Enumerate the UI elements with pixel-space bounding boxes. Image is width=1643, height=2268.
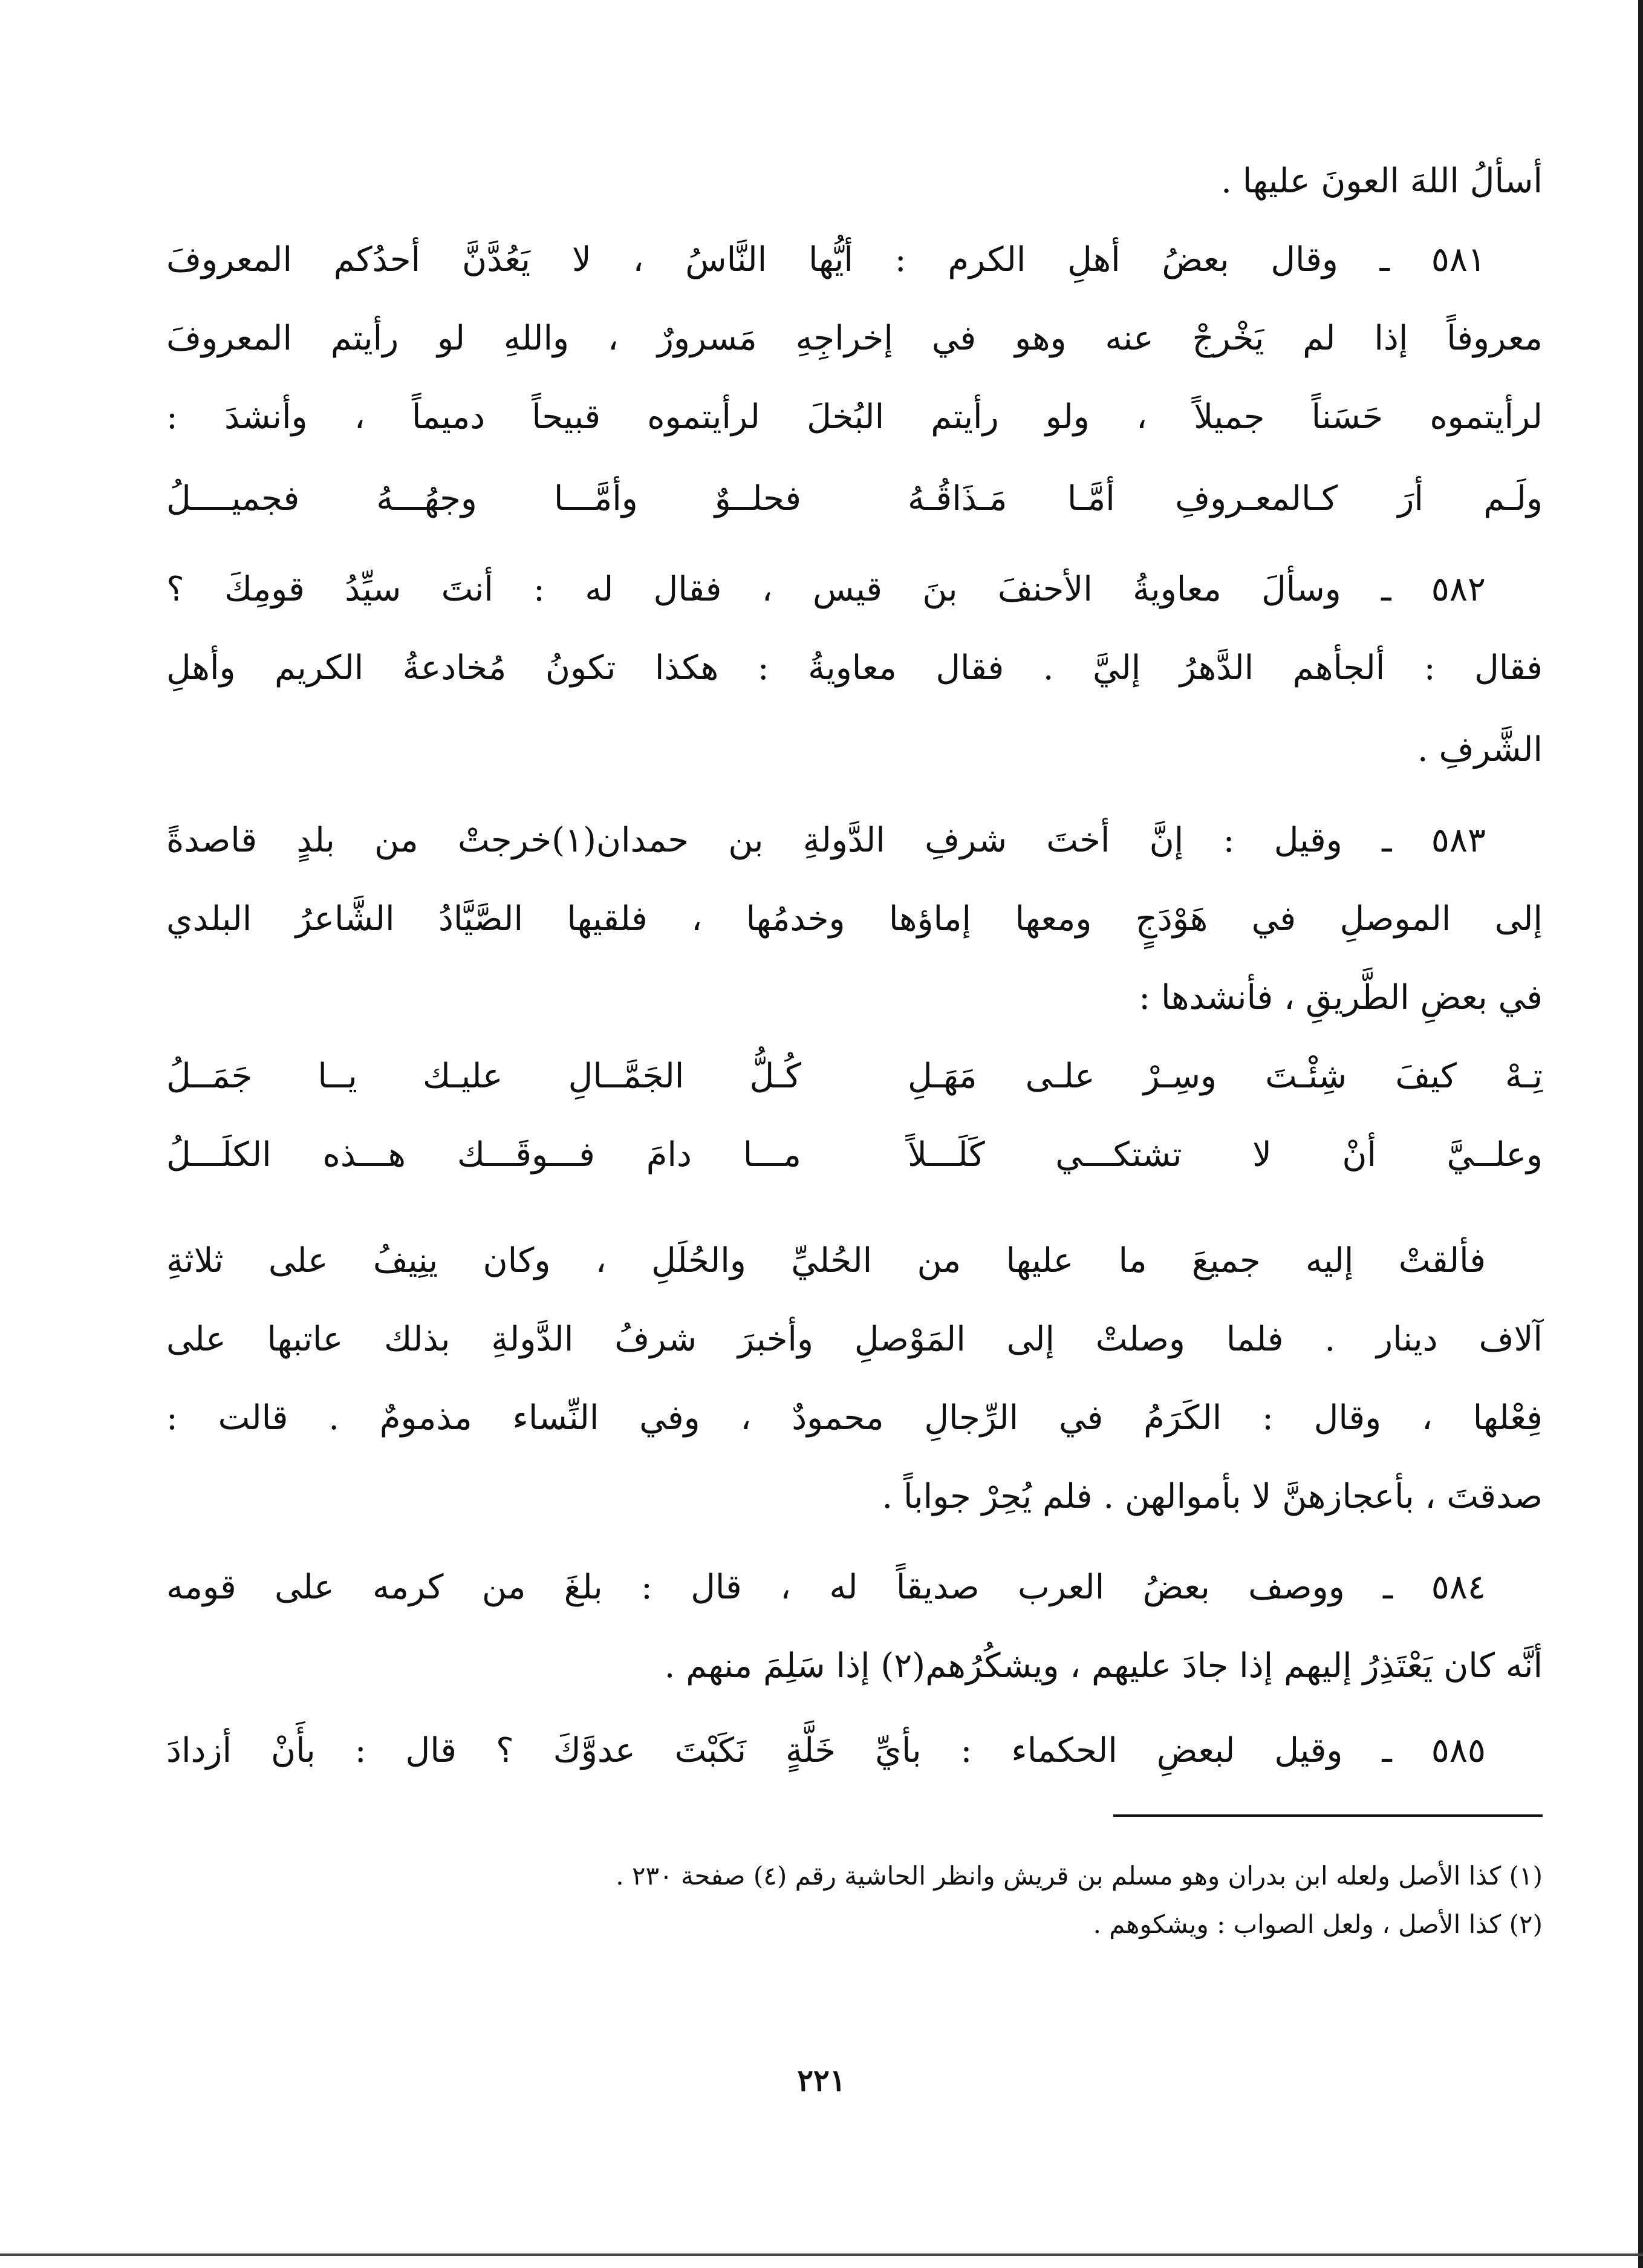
verse-first-hemistich: وعلــيَّ أنْ لا تشتكـــي كَلَـــلاً: [908, 1135, 1543, 1175]
text-line: فِعْلها ، وقال : الكَرَمُ في الرِّجالِ محمودٌ ، وفي النِّساء مذمومٌ . قالت :: [166, 1398, 1543, 1438]
verse-second-hemistich: مـــا دامَ فـــوقَـــك هـــذه الكلَـــلُ: [166, 1135, 801, 1175]
text-line: ٥٨٣ ـ وقيل : إنَّ أختَ شرفِ الدَّولةِ بن حمدان(١)خرجتْ من بلدٍ قاصدةً: [166, 821, 1486, 860]
text-line: فقال : ألجأهم الدَّهرُ إليَّ . فقال معاويةُ : هكذا تكونُ مُخادعةُ الكريم وأهلِ: [166, 648, 1543, 688]
scan-edge-bottom: [0, 2253, 1643, 2256]
text-line: إلى الموصلِ في هَوْدَجٍ ومعها إماؤها وخدمُها ، فلقيها الصَّيَّادُ الشَّاعرُ البلدي: [166, 899, 1543, 939]
verse-first-hemistich: تِـهْ كيفَ شِئْـتَ وسِـرْ علـى مَهَـلِ: [908, 1057, 1543, 1096]
text-line: أنَّه كان يَعْتَذِرُ إليهم إذا جادَ عليهم ، ويشكُرُهم(٢) إذا سَلِمَ منهم .: [664, 1646, 1543, 1686]
verse-line: [166, 1125, 1543, 1185]
verse-second-hemistich: فحلــوٌ وأمَّـــا وجهُـــهُ فجميــــلُ: [166, 479, 801, 518]
footnote: (١) كذا الأصل ولعله ابن بدران وهو مسلم بن قريش وانظر الحاشية رقم (٤) صفحة ٢٣٠ .: [616, 1861, 1543, 1891]
footnote-separator: [1113, 1814, 1543, 1817]
text-line: آلاف دينار . فلما وصلتْ إلى المَوْصلِ وأخبرَ شرفُ الدَّولةِ بذلك عاتبها على: [166, 1320, 1543, 1359]
text-line: ٥٨٢ ـ وسألَ معاويةُ الأحنفَ بنَ قيس ، فقال له : أنتَ سيِّدُ قومِكَ ؟: [166, 570, 1486, 609]
footnote: (٢) كذا الأصل ، ولعل الصواب : ويشكوهم .: [1093, 1909, 1543, 1939]
scan-edge-right: [1638, 0, 1643, 2268]
text-line: في بعضِ الطَّريقِ ، فأنشدها :: [1139, 978, 1543, 1017]
text-line: الشَّرفِ .: [1417, 730, 1543, 769]
text-line: معروفاً إذا لم يَخْرجْ عنه وهو في إخراجِهِ مَسرورٌ ، واللهِ لو رأيتم المعروفَ: [166, 319, 1543, 358]
verse-line: [166, 469, 1543, 529]
text-line: ٥٨١ ـ وقال بعضُ أهلِ الكرم : أيُّها النَّاسُ ، لا يَعُدَّنَّ أحدُكم المعروفَ: [166, 240, 1486, 279]
verse-second-hemistich: كُـلُّ الجَمَّــالِ عليـك يــا جَمَــلُ: [166, 1057, 801, 1096]
text-line: صدقتَ ، بأعجازهنَّ لا بأموالهن . فلم يُحِرْ جواباً .: [882, 1477, 1543, 1516]
text-line: ٥٨٤ ـ ووصف بعضُ العرب صديقاً له ، قال : بلغَ من كرمه على قومه: [166, 1568, 1486, 1607]
verse-first-hemistich: ولَـم أرَ كـالمعـروفِ أمَّـا مَـذَاقُـهُ: [908, 479, 1543, 518]
text-line: أسألُ اللهَ العونَ عليها .: [1221, 161, 1543, 201]
page-number: ٢٢١: [797, 2062, 846, 2098]
text-line: ٥٨٥ ـ وقيل لبعضِ الحكماء : بأيِّ خَلَّةٍ نَكَبْتَ عدوَّكَ ؟ قال : بأَنْ أزدادَ: [166, 1731, 1486, 1770]
text-line: فألقتْ إليه جميعَ ما عليها من الحُليِّ والحُلَلِ ، وكان ينِيفُ على ثلاثةِ: [166, 1241, 1486, 1280]
verse-line: [166, 1046, 1543, 1107]
text-line: لرأيتموه حَسَناً جميلاً ، ولو رأيتم البُخلَ لرأيتموه قبيحاً دميماً ، وأنشدَ :: [166, 397, 1543, 437]
